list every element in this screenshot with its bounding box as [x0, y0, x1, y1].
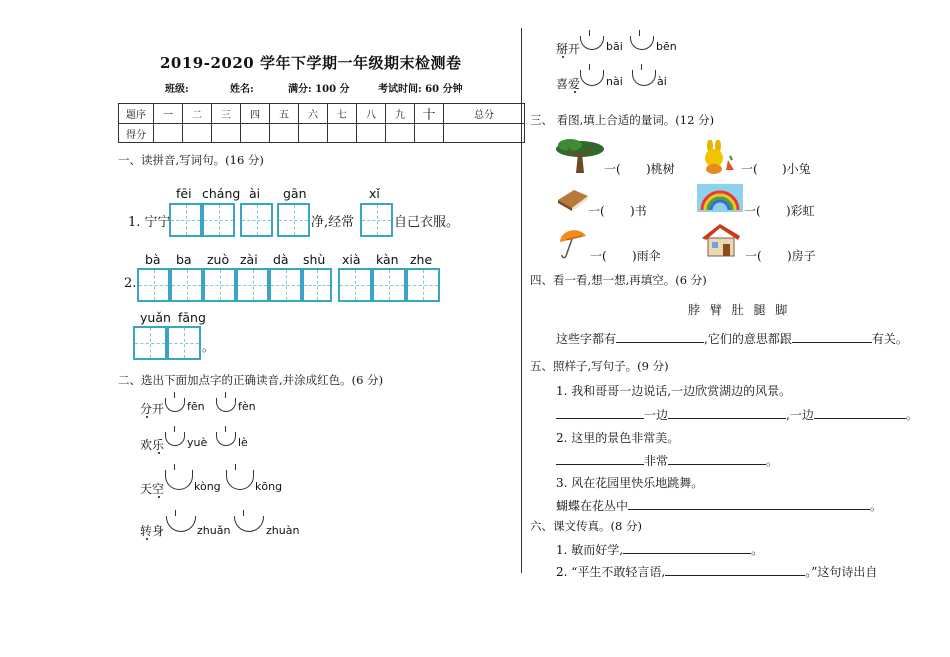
emphasis-dot	[146, 416, 148, 418]
column-divider	[521, 28, 522, 573]
answer-text: 非常	[644, 454, 669, 468]
table-header-cell: 总分	[444, 104, 525, 124]
pinyin: fēi	[176, 186, 192, 201]
umbrella-icon	[556, 228, 588, 260]
writing-box[interactable]	[133, 326, 167, 360]
apple-icon[interactable]	[165, 470, 193, 490]
pinyin: gān	[283, 186, 307, 201]
apple-icon[interactable]	[630, 36, 654, 50]
pinyin: dà	[273, 252, 289, 267]
emphasis-dot	[146, 538, 148, 540]
writing-box[interactable]	[203, 268, 236, 302]
peach-tree-icon	[554, 135, 606, 175]
score-table	[118, 103, 525, 143]
table-header-cell: 一	[154, 104, 183, 124]
table-header-cell: 题序	[119, 104, 154, 124]
answer-line	[556, 497, 882, 514]
apple-icon[interactable]	[580, 36, 604, 50]
table-header-cell: 六	[299, 104, 328, 124]
answer-line	[556, 406, 918, 423]
example-sentence: 3. 风在花园里快乐地跳舞。	[556, 476, 704, 490]
question-text: 1. 敏而好学,	[556, 543, 624, 557]
pinyin: cháng	[202, 186, 241, 201]
pinyin: xǐ	[369, 186, 380, 201]
writing-box[interactable]	[169, 203, 202, 237]
answer-blank[interactable]	[628, 509, 870, 510]
pinyin: zuò	[207, 252, 230, 267]
question-line	[556, 541, 763, 558]
measure-prefix: 一(	[590, 249, 607, 263]
q3-end: 。	[202, 340, 215, 354]
measure-prefix: 一(	[604, 162, 621, 176]
pinyin-option: kòng	[194, 480, 221, 493]
pinyin-option: fēn	[187, 400, 205, 413]
measure-suffix: )书	[630, 204, 647, 218]
score-cell[interactable]	[328, 124, 357, 143]
pinyin-option: ài	[657, 75, 667, 88]
full-score: 满分: 100 分	[288, 84, 350, 95]
apple-icon[interactable]	[166, 516, 196, 532]
score-cell[interactable]	[357, 124, 386, 143]
answer-blank[interactable]	[556, 418, 644, 419]
section-3-heading: 三、 看图,填上合适的量词。(12 分)	[530, 113, 715, 127]
example-sentence: 2. 这里的景色非常美。	[556, 431, 680, 445]
q1-prefix: 1. 宁宁	[128, 215, 171, 230]
answer-blank[interactable]	[616, 342, 704, 343]
word: 欢乐	[140, 438, 165, 452]
writing-box[interactable]	[137, 268, 170, 302]
score-cell[interactable]	[444, 124, 525, 143]
writing-box[interactable]	[240, 203, 273, 237]
writing-box[interactable]	[170, 268, 203, 302]
answer-line	[556, 452, 778, 469]
measure-suffix: )彩虹	[786, 204, 815, 218]
score-table-row	[119, 124, 525, 143]
measure-prefix: 一(	[741, 162, 758, 176]
score-cell[interactable]	[386, 124, 415, 143]
q1-suffix: 自己衣服。	[394, 215, 460, 230]
answer-text: 。	[905, 408, 918, 422]
exam-time: 考试时间: 60 分钟	[378, 84, 463, 95]
pinyin: ài	[249, 186, 261, 201]
emphasis-dot	[574, 91, 576, 93]
score-cell[interactable]	[154, 124, 183, 143]
apple-icon[interactable]	[632, 70, 656, 86]
word: 喜爱	[556, 77, 581, 91]
writing-box[interactable]	[302, 268, 332, 302]
measure-suffix: )雨伞	[632, 249, 661, 263]
table-header-cell: 三	[212, 104, 241, 124]
emphasis-dot	[158, 496, 160, 498]
table-header-cell: 五	[270, 104, 299, 124]
example-sentence: 1. 我和哥哥一边说话,一边欣赏湖边的风景。	[556, 384, 792, 398]
pinyin-option: fèn	[238, 400, 256, 413]
pinyin-option: nài	[606, 75, 623, 88]
word: 转身	[140, 524, 165, 538]
answer-blank[interactable]	[814, 418, 906, 419]
score-cell[interactable]	[415, 124, 444, 143]
apple-icon[interactable]	[226, 470, 254, 490]
section-4-heading: 四、看一看,想一想,再填空。(6 分)	[530, 273, 707, 287]
s4-sentence-part: 这些字都有	[556, 332, 617, 346]
score-table-row	[119, 104, 525, 124]
pinyin: kàn	[376, 252, 399, 267]
writing-box[interactable]	[202, 203, 235, 237]
pinyin: fāng	[178, 310, 206, 325]
character-list: 脖 臂 肚 腿 脚	[688, 303, 788, 317]
apple-icon[interactable]	[234, 516, 264, 532]
measure-prefix: 一(	[588, 204, 605, 218]
writing-box[interactable]	[167, 326, 201, 360]
emphasis-dot	[562, 56, 564, 58]
pinyin-option: bēn	[656, 40, 677, 53]
page-title: 2019-2020 学年下学期一年级期末检测卷	[160, 54, 462, 72]
answer-text: 蝴蝶在花丛中	[556, 499, 629, 513]
section-6-heading: 六、课文传真。(8 分)	[530, 519, 642, 533]
measure-prefix: 一(	[745, 249, 762, 263]
section-1-heading: 一、读拼音,写词句。(16 分)	[118, 153, 264, 167]
writing-box[interactable]	[360, 203, 393, 237]
question-line	[556, 563, 877, 580]
table-header-cell: 得分	[119, 124, 154, 143]
measure-prefix: 一(	[744, 204, 761, 218]
pinyin-option: lè	[238, 436, 248, 449]
answer-blank[interactable]	[792, 342, 872, 343]
emphasis-dot	[158, 452, 160, 454]
score-cell[interactable]	[183, 124, 212, 143]
pinyin: zhe	[410, 252, 433, 267]
pinyin-option: kōng	[255, 480, 283, 493]
answer-text: 一边	[644, 408, 669, 422]
table-header-cell: 四	[241, 104, 270, 124]
score-cell[interactable]	[270, 124, 299, 143]
rabbit-icon	[698, 140, 738, 174]
word: 掰开	[556, 42, 581, 56]
pinyin: yuǎn	[140, 310, 171, 325]
question-text: 。”这句诗出自	[805, 565, 878, 579]
apple-icon[interactable]	[580, 70, 604, 86]
writing-box[interactable]	[236, 268, 269, 302]
class-label: 班级:	[165, 84, 189, 95]
writing-box[interactable]	[338, 268, 372, 302]
apple-icon[interactable]	[216, 398, 236, 412]
pinyin: shù	[303, 252, 326, 267]
answer-blank[interactable]	[665, 575, 805, 576]
measure-suffix: )房子	[787, 249, 816, 263]
rainbow-icon	[697, 184, 743, 212]
word: 分开	[140, 402, 165, 416]
pinyin: zài	[240, 252, 258, 267]
q2-number: 2.	[124, 276, 137, 291]
word: 天空	[140, 482, 165, 496]
q1-middle: 净,经常	[311, 215, 355, 230]
apple-icon[interactable]	[165, 398, 185, 412]
answer-text: 。	[870, 499, 883, 513]
writing-box[interactable]	[372, 268, 406, 302]
pinyin: bà	[145, 252, 161, 267]
name-label: 姓名:	[230, 84, 254, 95]
writing-box[interactable]	[406, 268, 440, 302]
table-header-cell: 九	[386, 104, 415, 124]
score-cell[interactable]	[212, 124, 241, 143]
pinyin: ba	[176, 252, 192, 267]
writing-box[interactable]	[277, 203, 310, 237]
section-5-heading: 五、照样子,写句子。(9 分)	[530, 359, 669, 373]
pinyin-option: bāi	[606, 40, 623, 53]
question-text: 2. “平生不敢轻言语,	[556, 565, 666, 579]
table-header-cell: 八	[357, 104, 386, 124]
pinyin-option: yuè	[187, 436, 208, 449]
table-header-cell: 十	[415, 104, 444, 124]
section-2-heading: 二、选出下面加点字的正确读音,并涂成红色。(6 分)	[118, 373, 384, 387]
s4-sentence-part: ,它们的意思都跟	[704, 332, 792, 346]
apple-icon[interactable]	[165, 432, 185, 446]
answer-blank[interactable]	[556, 464, 644, 465]
s4-sentence-part: 有关。	[871, 332, 908, 346]
measure-suffix: )小兔	[782, 162, 811, 176]
score-cell[interactable]	[299, 124, 328, 143]
answer-blank[interactable]	[623, 553, 751, 554]
answer-text: 。	[766, 454, 779, 468]
answer-blank[interactable]	[668, 418, 786, 419]
house-icon	[700, 222, 744, 258]
apple-icon[interactable]	[216, 432, 236, 446]
table-header-cell: 七	[328, 104, 357, 124]
pinyin-option: zhuàn	[266, 524, 300, 537]
pinyin: xià	[342, 252, 361, 267]
s4-sentence	[556, 330, 908, 347]
pinyin-option: zhuǎn	[197, 524, 231, 537]
answer-text: ,一边	[786, 408, 814, 422]
question-text: 。	[751, 543, 764, 557]
measure-suffix: )桃树	[646, 162, 675, 176]
table-header-cell: 二	[183, 104, 212, 124]
score-cell[interactable]	[241, 124, 270, 143]
answer-blank[interactable]	[668, 464, 766, 465]
writing-box[interactable]	[269, 268, 302, 302]
book-icon	[556, 186, 590, 212]
